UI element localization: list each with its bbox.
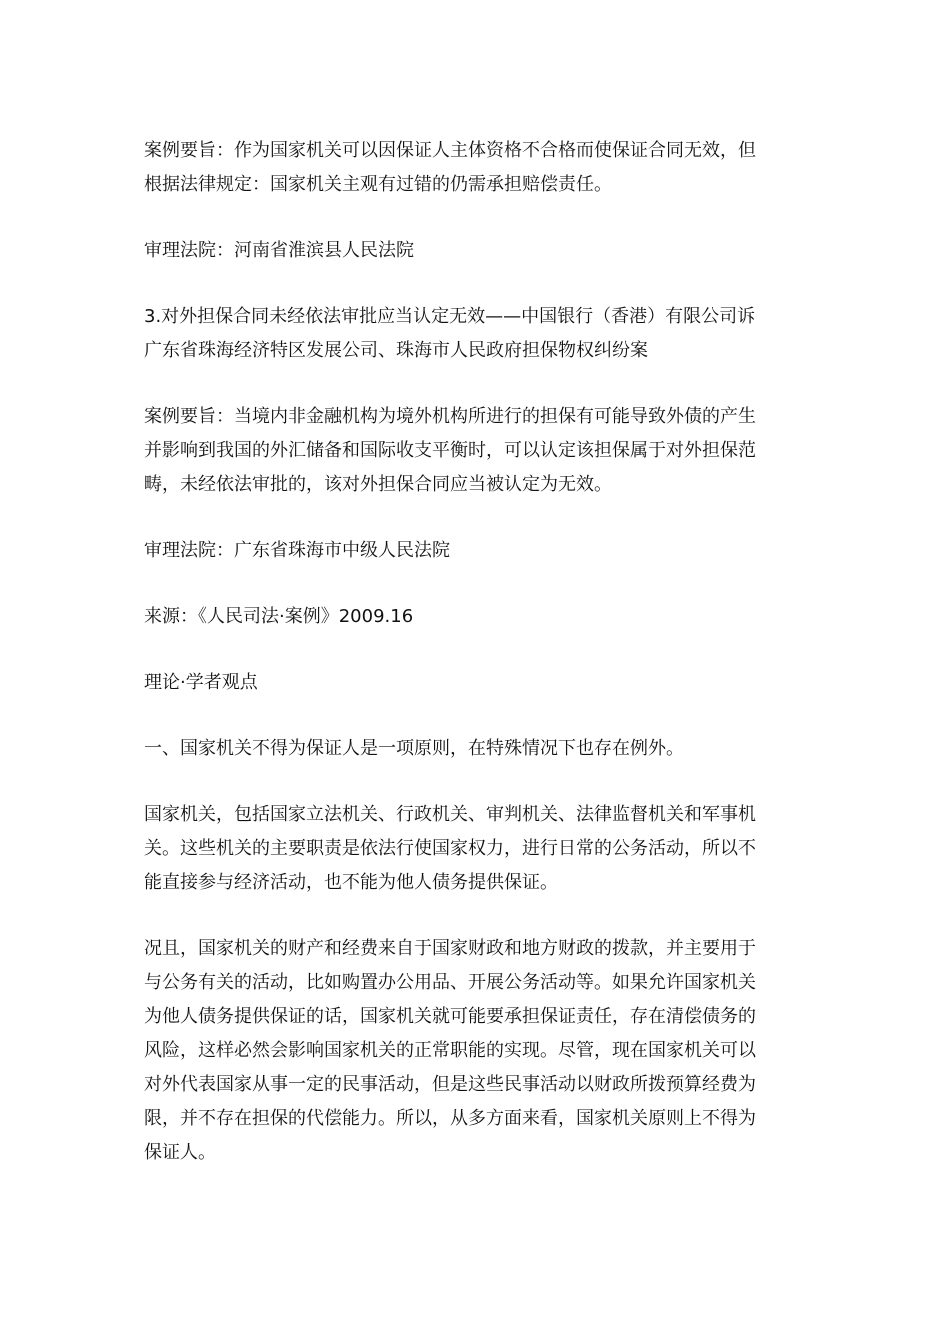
text-line: 畴，未经依法审批的，该对外担保合同应当被认定为无效。 [144, 474, 612, 495]
text-line: 一、国家机关不得为保证人是一项原则，在特殊情况下也存在例外。 [144, 738, 684, 759]
text-line: 理论·学者观点 [144, 672, 258, 693]
text-line: 为他人债务提供保证的话，国家机关就可能要承担保证责任，存在清偿债务的 [144, 1006, 756, 1027]
text-line: 审理法院：河南省淮滨县人民法院 [144, 240, 414, 261]
text-line: 关。这些机关的主要职责是依法行使国家权力，进行日常的公务活动，所以不 [144, 838, 756, 859]
text-line: 根据法律规定：国家机关主观有过错的仍需承担赔偿责任。 [144, 174, 612, 195]
text-line: 风险，这样必然会影响国家机关的正常职能的实现。尽管，现在国家机关可以 [144, 1040, 756, 1061]
text-line: 审理法院：广东省珠海市中级人民法院 [144, 540, 450, 561]
text-line: 能直接参与经济活动，也不能为他人债务提供保证。 [144, 872, 558, 893]
body-paragraph [144, 798, 810, 900]
document-page [144, 134, 810, 1202]
text-line: 3.对外担保合同未经依法审批应当认定无效——中国银行（香港）有限公司诉 [144, 306, 756, 327]
text-line: 案例要旨：作为国家机关可以因保证人主体资格不合格而使保证合同无效，但 [144, 140, 756, 161]
section-heading [144, 666, 810, 700]
text-line: 来源：《人民司法·案例》2009.16 [144, 606, 414, 627]
text-line: 与公务有关的活动，比如购置办公用品、开展公务活动等。如果允许国家机关 [144, 972, 756, 993]
text-line: 并影响到我国的外汇储备和国际收支平衡时，可以认定该担保属于对外担保范 [144, 440, 756, 461]
case-title-paragraph [144, 300, 810, 368]
text-line: 广东省珠海经济特区发展公司、珠海市人民政府担保物权纠纷案 [144, 340, 648, 361]
text-line: 保证人。 [144, 1142, 216, 1163]
text-line: 国家机关，包括国家立法机关、行政机关、审判机关、法律监督机关和军事机 [144, 804, 756, 825]
case-summary-paragraph [144, 134, 810, 202]
text-line: 对外代表国家从事一定的民事活动，但是这些民事活动以财政所拨预算经费为 [144, 1074, 756, 1095]
case-summary-paragraph [144, 400, 810, 502]
point-heading [144, 732, 810, 766]
source-paragraph [144, 600, 810, 634]
trial-court-paragraph [144, 234, 810, 268]
text-line: 限，并不存在担保的代偿能力。所以，从多方面来看，国家机关原则上不得为 [144, 1108, 756, 1129]
text-line: 况且，国家机关的财产和经费来自于国家财政和地方财政的拨款，并主要用于 [144, 938, 756, 959]
body-paragraph [144, 932, 810, 1170]
text-line: 案例要旨：当境内非金融机构为境外机构所进行的担保有可能导致外债的产生 [144, 406, 756, 427]
trial-court-paragraph [144, 534, 810, 568]
